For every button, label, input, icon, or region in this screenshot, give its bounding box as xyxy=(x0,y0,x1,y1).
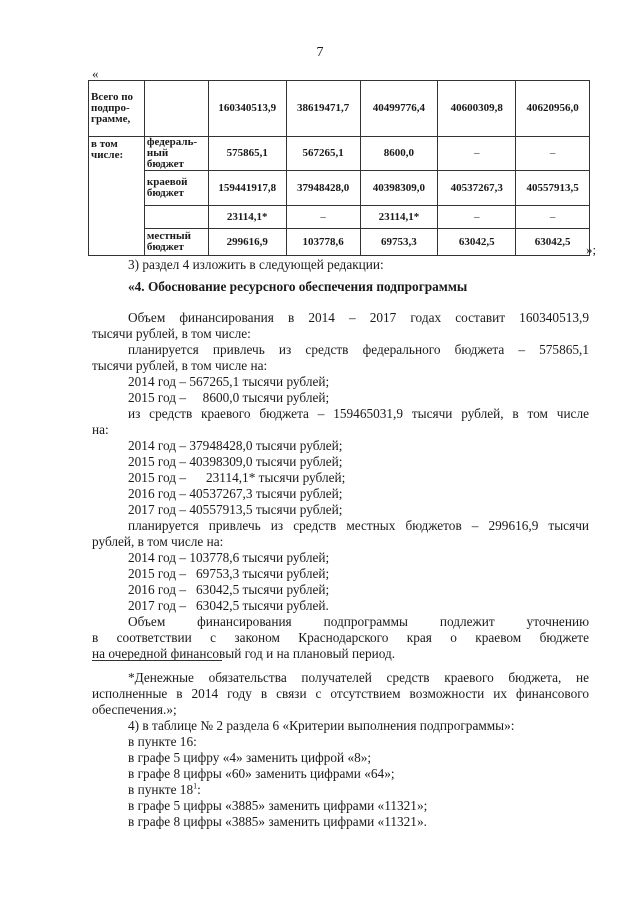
text-line: 2015 год – 8600,0 тысячи рублей; xyxy=(128,390,330,405)
superscript: 1 xyxy=(193,781,198,791)
table-cell: 63042,5 xyxy=(438,229,516,256)
text-line: 2017 год – 63042,5 тысячи рублей. xyxy=(128,598,329,613)
text-line: 2016 год – 40537267,3 тысячи рублей; xyxy=(128,486,343,501)
text-line: 2015 год – 23114,1* тысячи рублей; xyxy=(128,470,346,485)
table-cell: 160340513,9 xyxy=(208,81,286,137)
table-cell: 37948428,0 xyxy=(286,171,360,206)
table-cell: 23114,1* xyxy=(208,206,286,229)
text-line: планируется привлечь из средств федерального бюджета – 575865,1 xyxy=(128,342,589,357)
table-row xyxy=(89,137,590,171)
text-line: 2014 год – 567265,1 тысячи рублей; xyxy=(128,374,330,389)
row-label: в том числе: xyxy=(89,137,145,256)
text-line: Объем финансирования подпрограммы подлежит уточнению xyxy=(128,614,589,629)
opening-quote-mark: « xyxy=(92,66,99,81)
text-line-tail: : xyxy=(197,782,201,797)
section-heading: «4. Обоснование ресурсного обеспечения подпрограммы xyxy=(128,279,468,294)
text-line: 2014 год – 103778,6 тысячи рублей; xyxy=(128,550,330,565)
row-sublabel: федераль-ный бюджет xyxy=(144,137,208,171)
table-cell: 23114,1* xyxy=(360,206,438,229)
text-line: в графе 8 цифры «60» заменить цифрами «64»; xyxy=(128,766,395,781)
table-cell: 159441917,8 xyxy=(208,171,286,206)
table-row xyxy=(89,206,590,229)
table-cell: 40620956,0 xyxy=(516,81,590,137)
footnote-line: исполненные в 2014 году в связи с отсутствием возможности их финансового xyxy=(92,686,589,701)
row-sublabel: местный бюджет xyxy=(144,229,208,256)
paragraph-item-4: 4) в таблице № 2 раздела 6 «Критерии выполнения подпрограммы»: xyxy=(128,718,515,733)
table-cell: 575865,1 xyxy=(208,137,286,171)
footnote-divider xyxy=(92,660,222,661)
text-line: 2014 год – 37948428,0 тысячи рублей; xyxy=(128,438,343,453)
text-line: в пункте 16: xyxy=(128,734,197,749)
table-cell: 40557913,5 xyxy=(516,171,590,206)
table-cell: – xyxy=(286,206,360,229)
text-line: 2015 год – 69753,3 тысячи рублей; xyxy=(128,566,330,581)
row-label: Всего по подпро-граммe, xyxy=(89,81,145,137)
text-line: на: xyxy=(92,422,109,437)
text-line: тысячи рублей, в том числе: xyxy=(92,326,251,341)
text-line: из средств краевого бюджета – 159465031,9 тысячи рублей, в том числе xyxy=(128,406,589,421)
text-line: 2015 год – 40398309,0 тысячи рублей; xyxy=(128,454,343,469)
text-line: в графе 5 цифры «3885» заменить цифрами «11321»; xyxy=(128,798,428,813)
row-sublabel: краевой бюджет xyxy=(144,171,208,206)
row-sublabel xyxy=(144,81,208,137)
table-cell: – xyxy=(516,137,590,171)
table-row xyxy=(89,229,590,256)
text-line: планируется привлечь из средств местных бюджетов – 299616,9 тысячи xyxy=(128,518,589,533)
table-cell: 40398309,0 xyxy=(360,171,438,206)
table-cell: 8600,0 xyxy=(360,137,438,171)
footnote-line: *Денежные обязательства получателей средств краевого бюджета, не xyxy=(128,670,589,685)
financing-table xyxy=(88,80,590,256)
table-cell: – xyxy=(438,206,516,229)
text-line: в графе 5 цифру «4» заменить цифрой «8»; xyxy=(128,750,372,765)
closing-quote-mark: »; xyxy=(586,242,597,257)
page-number: 7 xyxy=(316,45,324,60)
table-cell: 567265,1 xyxy=(286,137,360,171)
text-line: в графе 8 цифры «3885» заменить цифрами «11321». xyxy=(128,814,427,829)
table-cell: – xyxy=(438,137,516,171)
table-row xyxy=(89,171,590,206)
table-cell: 69753,3 xyxy=(360,229,438,256)
table-cell: 299616,9 xyxy=(208,229,286,256)
table-cell: 63042,5 xyxy=(516,229,590,256)
table-cell: 103778,6 xyxy=(286,229,360,256)
table-row xyxy=(89,81,590,137)
text-line: Объем финансирования в 2014 – 2017 годах составит 160340513,9 xyxy=(128,310,589,325)
footnote-line: обеспечения.»; xyxy=(92,702,177,717)
text-line: тысячи рублей, в том числе на: xyxy=(92,358,268,373)
text-line xyxy=(128,782,201,798)
table-cell: 38619471,7 xyxy=(286,81,360,137)
table-cell: – xyxy=(516,206,590,229)
text-line: рублей, в том числе на: xyxy=(92,534,224,549)
text-line: 2017 год – 40557913,5 тысячи рублей; xyxy=(128,502,343,517)
row-sublabel xyxy=(144,206,208,229)
table-cell: 40499776,4 xyxy=(360,81,438,137)
paragraph-item-3: 3) раздел 4 изложить в следующей редакции: xyxy=(128,257,384,272)
text-line: в соответствии с законом Краснодарского края о краевом бюджете xyxy=(92,630,589,645)
text-line: на очередной финансовый год и на плановый период. xyxy=(92,646,396,661)
table-cell: 40600309,8 xyxy=(438,81,516,137)
text-line: 2016 год – 63042,5 тысячи рублей; xyxy=(128,582,330,597)
text-line-main: в пункте 18 xyxy=(128,782,194,797)
table-cell: 40537267,3 xyxy=(438,171,516,206)
